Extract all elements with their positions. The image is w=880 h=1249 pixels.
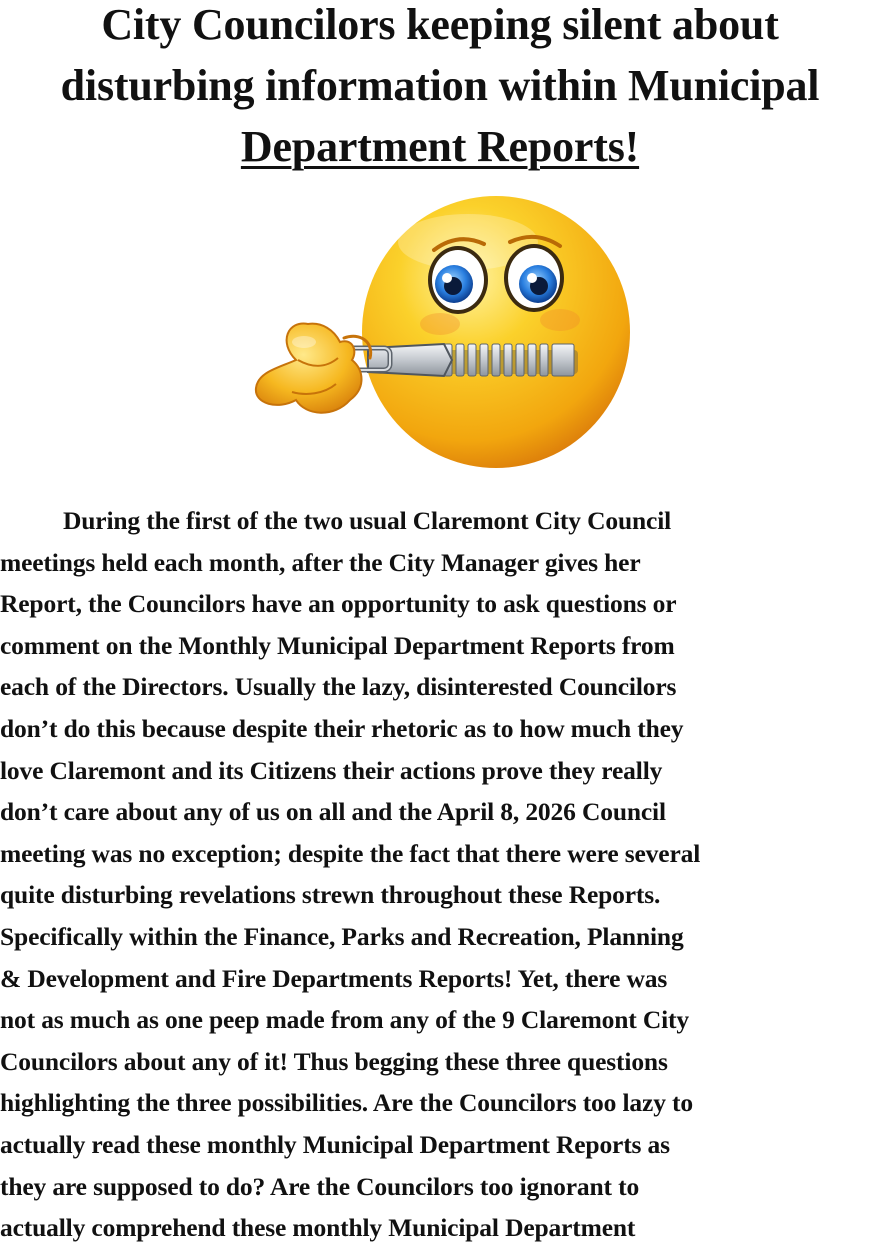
body-line: quite disturbing revelations strewn throughout these Reports. [0, 880, 661, 910]
headline-line-3-underlined: Department Reports! [240, 122, 640, 171]
left-eye [428, 246, 488, 314]
body-line: meeting was no exception; despite the fact that there were several [0, 838, 701, 868]
body-line: don’t do this because despite their rhetoric as to how much they [0, 713, 684, 743]
body-line: actually read these monthly Municipal Department Reports as [0, 1129, 670, 1159]
body-line: not as much as one peep made from any of the 9 Claremont City [0, 1005, 689, 1035]
body-line: During the first of the two usual Claremont City Council [63, 506, 672, 535]
headline [0, 0, 880, 177]
article-body [0, 500, 880, 1249]
body-line: Report, the Councilors have an opportunity to ask questions or [0, 589, 677, 619]
body-line: they are supposed to do? Are the Councilors too ignorant to [0, 1171, 640, 1201]
headline-line-1: City Councilors keeping silent about [101, 0, 779, 49]
right-eye [504, 244, 564, 312]
body-line: don’t care about any of us on all and the April 8, 2026 Council [0, 797, 666, 827]
body-line: meetings held each month, after the City Manager gives her [0, 547, 641, 577]
body-line: each of the Directors. Usually the lazy, disinterested Councilors [0, 672, 677, 702]
zipper-mouth-emoji-icon [248, 192, 632, 474]
pinching-hand [256, 324, 371, 413]
body-line: highlighting the three possibilities. Are the Councilors too lazy to [0, 1088, 693, 1118]
body-line: & Development and Fire Departments Reports! Yet, there was [0, 963, 668, 993]
body-line: comment on the Monthly Municipal Department Reports from [0, 630, 675, 660]
headline-line-2: disturbing information within Municipal [60, 61, 820, 110]
body-line: Specifically within the Finance, Parks and Recreation, Planning [0, 921, 684, 951]
body-line: love Claremont and its Citizens their actions prove they really [0, 755, 663, 785]
body-line: actually comprehend these monthly Municipal Department [0, 1213, 636, 1243]
body-line: Councilors about any of it! Thus begging these three questions [0, 1046, 668, 1076]
